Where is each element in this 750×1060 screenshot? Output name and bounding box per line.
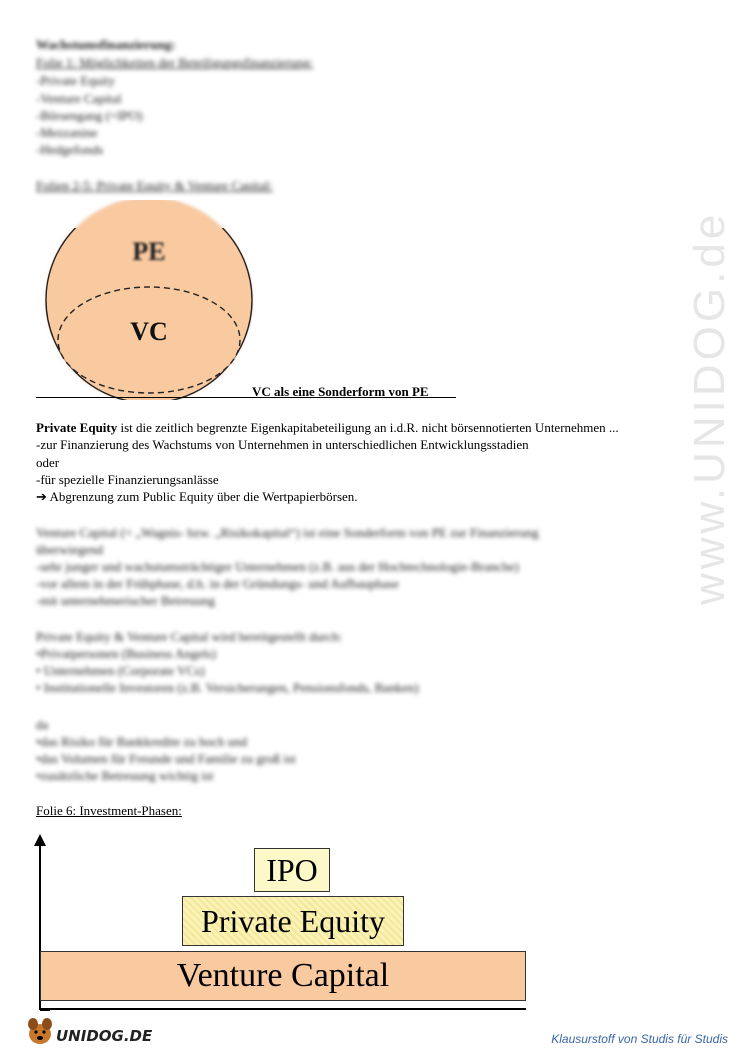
private-equity-label: Private Equity [201,902,385,939]
axis-baseline [40,1008,526,1010]
reasons-item: •zusätzliche Betreuung wichtig ist [36,768,214,783]
ipo-label: IPO [266,851,318,888]
vc-line: überwiegend [36,542,104,557]
diagram-caption: VC als eine Sonderform von PE [252,384,429,399]
pe-line-4: -für spezielle Finanzierungsanlässe [36,472,219,487]
pe-line-2: -zur Finanzierung des Wachstums von Unternehmen in unterschiedlichen Entwicklungsstadien [36,437,529,452]
vc-line: -vor allem in der Frühphase, d.h. in der Gründungs- und Aufbauphase [36,576,399,591]
heading-wachstumsfinanzierung: Wachstumsfinanzierung: [36,37,176,52]
reasons-item: •das Volumen für Freunde und Familie zu groß ist [36,751,296,766]
footer-logo-text: UNIDOG.DE [56,1027,153,1045]
vc-label: VC [130,317,168,346]
pe-line-5-text: Abgrenzung zum Public Equity über die Wertpapierbörsen. [46,489,358,504]
list-item: -Hedgefonds [36,142,104,157]
vc-line: -sehr junger und wachstumsträchtiger Unternehmen (z.B. aus der Hochtechnologie-Branche) [36,559,519,574]
reasons-intro: da [36,717,49,732]
pe-definition-text: ist die zeitlich begrenzte Eigenkapitabeteiligung an i.d.R. nicht börsennotierten Unternehmen ... [117,420,619,435]
pe-label: PE [132,237,166,266]
providers-heading: Private Equity & Venture Capital wird bereitgestellt durch: [36,629,343,644]
pe-vc-diagram [30,200,270,400]
ipo-block [254,848,330,892]
providers-item: • Institutionelle Investoren (z.B. Versicherungen, Pensionsfonds, Banken) [36,680,419,695]
footer-tagline: Klausurstoff von Studis für Studis [551,1032,728,1046]
list-item: -Börsengang (=IPO) [36,108,143,123]
folie-6-heading: Folie 6: Investment-Phasen: [36,803,182,818]
pe-term: Private Equity [36,420,118,435]
providers-item: •Privatpersonen (Business Angels) [36,646,217,661]
list-item: -Private Equity [36,73,116,88]
folie-1-heading: Folie 1: Möglichkeiten der Beteiligungsfinanzierung: [36,55,314,70]
venture-capital-label: Venture Capital [176,957,390,994]
pe-definition [36,419,619,436]
venture-capital-block [40,951,526,1001]
pe-line-3: oder [36,455,60,470]
reasons-item: •das Risiko für Bankkredite zu hoch und [36,734,248,749]
vc-line: -mit unternehmerischer Betreuung [36,593,216,608]
providers-item: • Unternehmen (Corporate VCs) [36,663,205,678]
list-item: -Mezzanine [36,125,98,140]
watermark: www.UNIDOG.de [685,210,734,605]
vc-definition: Venture Capital (= „Wagnis- bzw. „Risikokapital“) ist eine Sonderform von PE zur Finanzierung [36,525,539,540]
arrow-icon: ➔ [36,489,47,504]
private-equity-block [182,896,404,946]
pe-line-5 [36,488,358,505]
list-item: -Venture Capital [36,91,122,106]
dog-logo-icon [24,1015,56,1047]
folie-2-5-heading: Folien 2-5: Private Equity & Venture Capital: [36,178,273,193]
